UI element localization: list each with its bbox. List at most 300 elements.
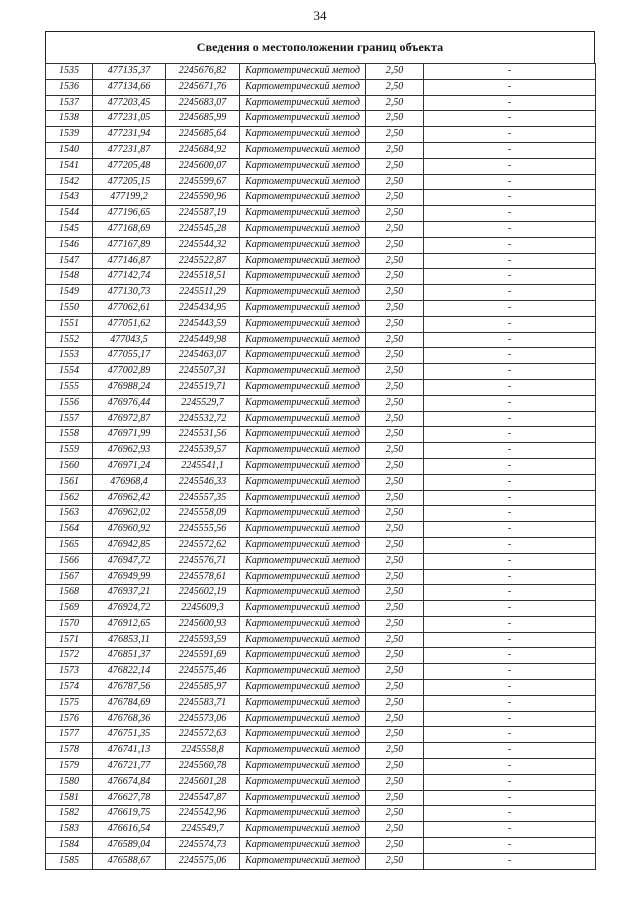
description-cell: - xyxy=(424,458,596,474)
point-number-cell: 1552 xyxy=(46,332,93,348)
description-cell: - xyxy=(424,853,596,869)
description-cell: - xyxy=(424,490,596,506)
point-number-cell: 1570 xyxy=(46,616,93,632)
table-row xyxy=(46,727,596,743)
x-coordinate-cell: 476949,99 xyxy=(93,569,166,585)
method-cell: Картометрический метод xyxy=(240,458,366,474)
table-row xyxy=(46,443,596,459)
point-number-cell: 1576 xyxy=(46,711,93,727)
accuracy-cell: 2,50 xyxy=(366,111,424,127)
table-row xyxy=(46,285,596,301)
method-cell: Картометрический метод xyxy=(240,664,366,680)
y-coordinate-cell: 2245573,06 xyxy=(166,711,240,727)
method-cell: Картометрический метод xyxy=(240,774,366,790)
y-coordinate-cell: 2245555,56 xyxy=(166,522,240,538)
x-coordinate-cell: 477142,74 xyxy=(93,269,166,285)
description-cell: - xyxy=(424,300,596,316)
x-coordinate-cell: 476971,99 xyxy=(93,427,166,443)
y-coordinate-cell: 2245531,56 xyxy=(166,427,240,443)
accuracy-cell: 2,50 xyxy=(366,332,424,348)
page-number: 34 xyxy=(313,8,327,23)
y-coordinate-cell: 2245539,57 xyxy=(166,443,240,459)
accuracy-cell: 2,50 xyxy=(366,174,424,190)
table-row xyxy=(46,253,596,269)
point-number-cell: 1575 xyxy=(46,695,93,711)
y-coordinate-cell: 2245507,31 xyxy=(166,364,240,380)
description-cell: - xyxy=(424,221,596,237)
method-cell: Картометрический метод xyxy=(240,427,366,443)
point-number-cell: 1562 xyxy=(46,490,93,506)
accuracy-cell: 2,50 xyxy=(366,822,424,838)
table-row xyxy=(46,474,596,490)
accuracy-cell: 2,50 xyxy=(366,522,424,538)
method-cell: Картометрический метод xyxy=(240,316,366,332)
x-coordinate-cell: 476972,87 xyxy=(93,411,166,427)
point-number-cell: 1535 xyxy=(46,64,93,80)
x-coordinate-cell: 476822,14 xyxy=(93,664,166,680)
method-cell: Картометрический метод xyxy=(240,237,366,253)
description-cell: - xyxy=(424,348,596,364)
description-cell: - xyxy=(424,427,596,443)
accuracy-cell: 2,50 xyxy=(366,348,424,364)
description-cell: - xyxy=(424,585,596,601)
table-row xyxy=(46,537,596,553)
point-number-cell: 1574 xyxy=(46,680,93,696)
y-coordinate-cell: 2245599,67 xyxy=(166,174,240,190)
method-cell: Картометрический метод xyxy=(240,585,366,601)
point-number-cell: 1555 xyxy=(46,379,93,395)
method-cell: Картометрический метод xyxy=(240,111,366,127)
y-coordinate-cell: 2245585,97 xyxy=(166,680,240,696)
description-cell: - xyxy=(424,680,596,696)
point-number-cell: 1540 xyxy=(46,142,93,158)
description-cell: - xyxy=(424,316,596,332)
point-number-cell: 1544 xyxy=(46,206,93,222)
method-cell: Картометрический метод xyxy=(240,158,366,174)
method-cell: Картометрический метод xyxy=(240,680,366,696)
table-row xyxy=(46,616,596,632)
x-coordinate-cell: 476960,92 xyxy=(93,522,166,538)
method-cell: Картометрический метод xyxy=(240,537,366,553)
description-cell: - xyxy=(424,443,596,459)
point-number-cell: 1548 xyxy=(46,269,93,285)
accuracy-cell: 2,50 xyxy=(366,774,424,790)
method-cell: Картометрический метод xyxy=(240,853,366,869)
y-coordinate-cell: 2245519,71 xyxy=(166,379,240,395)
x-coordinate-cell: 476721,77 xyxy=(93,759,166,775)
method-cell: Картометрический метод xyxy=(240,443,366,459)
table-row xyxy=(46,206,596,222)
point-number-cell: 1541 xyxy=(46,158,93,174)
y-coordinate-cell: 2245511,29 xyxy=(166,285,240,301)
table-row xyxy=(46,142,596,158)
accuracy-cell: 2,50 xyxy=(366,269,424,285)
point-number-cell: 1567 xyxy=(46,569,93,585)
description-cell: - xyxy=(424,95,596,111)
method-cell: Картометрический метод xyxy=(240,806,366,822)
table-row xyxy=(46,158,596,174)
description-cell: - xyxy=(424,522,596,538)
description-cell: - xyxy=(424,790,596,806)
description-cell: - xyxy=(424,269,596,285)
accuracy-cell: 2,50 xyxy=(366,648,424,664)
accuracy-cell: 2,50 xyxy=(366,506,424,522)
table-row xyxy=(46,838,596,854)
method-cell: Картометрический метод xyxy=(240,522,366,538)
table-row xyxy=(46,553,596,569)
method-cell: Картометрический метод xyxy=(240,395,366,411)
point-number-cell: 1568 xyxy=(46,585,93,601)
accuracy-cell: 2,50 xyxy=(366,158,424,174)
y-coordinate-cell: 2245546,33 xyxy=(166,474,240,490)
accuracy-cell: 2,50 xyxy=(366,695,424,711)
table-row xyxy=(46,774,596,790)
accuracy-cell: 2,50 xyxy=(366,427,424,443)
point-number-cell: 1563 xyxy=(46,506,93,522)
description-cell: - xyxy=(424,759,596,775)
x-coordinate-cell: 476912,65 xyxy=(93,616,166,632)
method-cell: Картометрический метод xyxy=(240,601,366,617)
point-number-cell: 1556 xyxy=(46,395,93,411)
x-coordinate-cell: 477002,89 xyxy=(93,364,166,380)
x-coordinate-cell: 477231,94 xyxy=(93,127,166,143)
accuracy-cell: 2,50 xyxy=(366,364,424,380)
description-cell: - xyxy=(424,206,596,222)
accuracy-cell: 2,50 xyxy=(366,569,424,585)
y-coordinate-cell: 2245545,28 xyxy=(166,221,240,237)
accuracy-cell: 2,50 xyxy=(366,142,424,158)
x-coordinate-cell: 477135,37 xyxy=(93,64,166,80)
method-cell: Картометрический метод xyxy=(240,332,366,348)
accuracy-cell: 2,50 xyxy=(366,95,424,111)
x-coordinate-cell: 477043,5 xyxy=(93,332,166,348)
point-number-cell: 1553 xyxy=(46,348,93,364)
table-row xyxy=(46,348,596,364)
x-coordinate-cell: 476616,54 xyxy=(93,822,166,838)
point-number-cell: 1584 xyxy=(46,838,93,854)
x-coordinate-cell: 476947,72 xyxy=(93,553,166,569)
point-number-cell: 1550 xyxy=(46,300,93,316)
y-coordinate-cell: 2245583,71 xyxy=(166,695,240,711)
y-coordinate-cell: 2245544,32 xyxy=(166,237,240,253)
point-number-cell: 1539 xyxy=(46,127,93,143)
method-cell: Картометрический метод xyxy=(240,838,366,854)
point-number-cell: 1537 xyxy=(46,95,93,111)
accuracy-cell: 2,50 xyxy=(366,395,424,411)
accuracy-cell: 2,50 xyxy=(366,316,424,332)
y-coordinate-cell: 2245557,35 xyxy=(166,490,240,506)
table-row xyxy=(46,522,596,538)
accuracy-cell: 2,50 xyxy=(366,237,424,253)
method-cell: Картометрический метод xyxy=(240,790,366,806)
method-cell: Картометрический метод xyxy=(240,822,366,838)
y-coordinate-cell: 2245560,78 xyxy=(166,759,240,775)
table-title: Сведения о местоположении границ объекта xyxy=(45,31,595,63)
description-cell: - xyxy=(424,632,596,648)
table-row xyxy=(46,316,596,332)
y-coordinate-cell: 2245587,19 xyxy=(166,206,240,222)
accuracy-cell: 2,50 xyxy=(366,727,424,743)
table-row xyxy=(46,221,596,237)
table-row xyxy=(46,427,596,443)
table-row xyxy=(46,79,596,95)
method-cell: Картометрический метод xyxy=(240,648,366,664)
point-number-cell: 1579 xyxy=(46,759,93,775)
table-row xyxy=(46,269,596,285)
point-number-cell: 1546 xyxy=(46,237,93,253)
table-row xyxy=(46,95,596,111)
y-coordinate-cell: 2245685,99 xyxy=(166,111,240,127)
method-cell: Картометрический метод xyxy=(240,411,366,427)
point-number-cell: 1583 xyxy=(46,822,93,838)
y-coordinate-cell: 2245463,07 xyxy=(166,348,240,364)
y-coordinate-cell: 2245443,59 xyxy=(166,316,240,332)
description-cell: - xyxy=(424,174,596,190)
y-coordinate-cell: 2245558,09 xyxy=(166,506,240,522)
description-cell: - xyxy=(424,127,596,143)
x-coordinate-cell: 477231,05 xyxy=(93,111,166,127)
y-coordinate-cell: 2245676,82 xyxy=(166,64,240,80)
description-cell: - xyxy=(424,601,596,617)
point-number-cell: 1557 xyxy=(46,411,93,427)
x-coordinate-cell: 476853,11 xyxy=(93,632,166,648)
x-coordinate-cell: 476962,42 xyxy=(93,490,166,506)
table-row xyxy=(46,237,596,253)
x-coordinate-cell: 476784,69 xyxy=(93,695,166,711)
accuracy-cell: 2,50 xyxy=(366,490,424,506)
description-cell: - xyxy=(424,190,596,206)
x-coordinate-cell: 477146,87 xyxy=(93,253,166,269)
method-cell: Картометрический метод xyxy=(240,569,366,585)
y-coordinate-cell: 2245685,64 xyxy=(166,127,240,143)
description-cell: - xyxy=(424,237,596,253)
method-cell: Картометрический метод xyxy=(240,379,366,395)
table-row xyxy=(46,379,596,395)
y-coordinate-cell: 2245591,69 xyxy=(166,648,240,664)
y-coordinate-cell: 2245600,07 xyxy=(166,158,240,174)
x-coordinate-cell: 477231,87 xyxy=(93,142,166,158)
description-cell: - xyxy=(424,285,596,301)
method-cell: Картометрический метод xyxy=(240,79,366,95)
method-cell: Картометрический метод xyxy=(240,711,366,727)
y-coordinate-cell: 2245671,76 xyxy=(166,79,240,95)
table-row xyxy=(46,395,596,411)
point-number-cell: 1559 xyxy=(46,443,93,459)
accuracy-cell: 2,50 xyxy=(366,458,424,474)
point-number-cell: 1578 xyxy=(46,743,93,759)
table-row xyxy=(46,806,596,822)
method-cell: Картометрический метод xyxy=(240,253,366,269)
y-coordinate-cell: 2245434,95 xyxy=(166,300,240,316)
accuracy-cell: 2,50 xyxy=(366,806,424,822)
accuracy-cell: 2,50 xyxy=(366,585,424,601)
table-row xyxy=(46,127,596,143)
accuracy-cell: 2,50 xyxy=(366,790,424,806)
table-row xyxy=(46,569,596,585)
x-coordinate-cell: 476674,84 xyxy=(93,774,166,790)
method-cell: Картометрический метод xyxy=(240,506,366,522)
y-coordinate-cell: 2245574,73 xyxy=(166,838,240,854)
table-row xyxy=(46,174,596,190)
method-cell: Картометрический метод xyxy=(240,743,366,759)
table-row xyxy=(46,190,596,206)
x-coordinate-cell: 476787,56 xyxy=(93,680,166,696)
table-row xyxy=(46,680,596,696)
table-row xyxy=(46,64,596,80)
accuracy-cell: 2,50 xyxy=(366,632,424,648)
point-number-cell: 1542 xyxy=(46,174,93,190)
point-number-cell: 1561 xyxy=(46,474,93,490)
accuracy-cell: 2,50 xyxy=(366,601,424,617)
y-coordinate-cell: 2245542,96 xyxy=(166,806,240,822)
x-coordinate-cell: 477167,89 xyxy=(93,237,166,253)
method-cell: Картометрический метод xyxy=(240,174,366,190)
point-number-cell: 1564 xyxy=(46,522,93,538)
x-coordinate-cell: 476988,24 xyxy=(93,379,166,395)
method-cell: Картометрический метод xyxy=(240,490,366,506)
boundary-document xyxy=(45,31,595,870)
table-row xyxy=(46,664,596,680)
accuracy-cell: 2,50 xyxy=(366,443,424,459)
table-row xyxy=(46,743,596,759)
table-row xyxy=(46,711,596,727)
table-row xyxy=(46,853,596,869)
y-coordinate-cell: 2245601,28 xyxy=(166,774,240,790)
x-coordinate-cell: 477205,15 xyxy=(93,174,166,190)
point-number-cell: 1543 xyxy=(46,190,93,206)
point-number-cell: 1536 xyxy=(46,79,93,95)
description-cell: - xyxy=(424,253,596,269)
method-cell: Картометрический метод xyxy=(240,221,366,237)
description-cell: - xyxy=(424,695,596,711)
table-row xyxy=(46,822,596,838)
table-row xyxy=(46,458,596,474)
accuracy-cell: 2,50 xyxy=(366,853,424,869)
method-cell: Картометрический метод xyxy=(240,632,366,648)
method-cell: Картометрический метод xyxy=(240,759,366,775)
boundary-points-table xyxy=(45,63,596,870)
y-coordinate-cell: 2245529,7 xyxy=(166,395,240,411)
point-number-cell: 1571 xyxy=(46,632,93,648)
y-coordinate-cell: 2245576,71 xyxy=(166,553,240,569)
table-row xyxy=(46,601,596,617)
description-cell: - xyxy=(424,79,596,95)
method-cell: Картометрический метод xyxy=(240,727,366,743)
accuracy-cell: 2,50 xyxy=(366,285,424,301)
table-row xyxy=(46,648,596,664)
y-coordinate-cell: 2245532,72 xyxy=(166,411,240,427)
point-number-cell: 1549 xyxy=(46,285,93,301)
table-row xyxy=(46,364,596,380)
description-cell: - xyxy=(424,332,596,348)
method-cell: Картометрический метод xyxy=(240,142,366,158)
description-cell: - xyxy=(424,569,596,585)
description-cell: - xyxy=(424,111,596,127)
description-cell: - xyxy=(424,537,596,553)
x-coordinate-cell: 476589,04 xyxy=(93,838,166,854)
method-cell: Картометрический метод xyxy=(240,348,366,364)
point-number-cell: 1558 xyxy=(46,427,93,443)
point-number-cell: 1585 xyxy=(46,853,93,869)
y-coordinate-cell: 2245541,1 xyxy=(166,458,240,474)
point-number-cell: 1554 xyxy=(46,364,93,380)
accuracy-cell: 2,50 xyxy=(366,221,424,237)
point-number-cell: 1573 xyxy=(46,664,93,680)
x-coordinate-cell: 477205,48 xyxy=(93,158,166,174)
x-coordinate-cell: 476962,02 xyxy=(93,506,166,522)
y-coordinate-cell: 2245518,51 xyxy=(166,269,240,285)
table-row xyxy=(46,490,596,506)
y-coordinate-cell: 2245572,62 xyxy=(166,537,240,553)
table-row xyxy=(46,695,596,711)
method-cell: Картометрический метод xyxy=(240,190,366,206)
x-coordinate-cell: 476619,75 xyxy=(93,806,166,822)
table-row xyxy=(46,632,596,648)
accuracy-cell: 2,50 xyxy=(366,474,424,490)
point-number-cell: 1551 xyxy=(46,316,93,332)
accuracy-cell: 2,50 xyxy=(366,838,424,854)
y-coordinate-cell: 2245575,46 xyxy=(166,664,240,680)
table-row xyxy=(46,506,596,522)
point-number-cell: 1582 xyxy=(46,806,93,822)
x-coordinate-cell: 476968,4 xyxy=(93,474,166,490)
y-coordinate-cell: 2245593,59 xyxy=(166,632,240,648)
y-coordinate-cell: 2245549,7 xyxy=(166,822,240,838)
description-cell: - xyxy=(424,806,596,822)
accuracy-cell: 2,50 xyxy=(366,711,424,727)
description-cell: - xyxy=(424,822,596,838)
point-number-cell: 1577 xyxy=(46,727,93,743)
table-row xyxy=(46,585,596,601)
accuracy-cell: 2,50 xyxy=(366,680,424,696)
table-row xyxy=(46,300,596,316)
y-coordinate-cell: 2245684,92 xyxy=(166,142,240,158)
description-cell: - xyxy=(424,158,596,174)
description-cell: - xyxy=(424,774,596,790)
accuracy-cell: 2,50 xyxy=(366,743,424,759)
accuracy-cell: 2,50 xyxy=(366,553,424,569)
point-number-cell: 1572 xyxy=(46,648,93,664)
y-coordinate-cell: 2245547,87 xyxy=(166,790,240,806)
y-coordinate-cell: 2245683,07 xyxy=(166,95,240,111)
point-number-cell: 1580 xyxy=(46,774,93,790)
x-coordinate-cell: 476751,35 xyxy=(93,727,166,743)
accuracy-cell: 2,50 xyxy=(366,190,424,206)
method-cell: Картометрический метод xyxy=(240,95,366,111)
table-row xyxy=(46,790,596,806)
point-number-cell: 1560 xyxy=(46,458,93,474)
accuracy-cell: 2,50 xyxy=(366,206,424,222)
accuracy-cell: 2,50 xyxy=(366,253,424,269)
x-coordinate-cell: 476741,13 xyxy=(93,743,166,759)
method-cell: Картометрический метод xyxy=(240,474,366,490)
point-number-cell: 1566 xyxy=(46,553,93,569)
x-coordinate-cell: 477203,45 xyxy=(93,95,166,111)
accuracy-cell: 2,50 xyxy=(366,537,424,553)
accuracy-cell: 2,50 xyxy=(366,79,424,95)
description-cell: - xyxy=(424,553,596,569)
description-cell: - xyxy=(424,364,596,380)
description-cell: - xyxy=(424,142,596,158)
x-coordinate-cell: 476976,44 xyxy=(93,395,166,411)
method-cell: Картометрический метод xyxy=(240,64,366,80)
method-cell: Картометрический метод xyxy=(240,285,366,301)
method-cell: Картометрический метод xyxy=(240,269,366,285)
y-coordinate-cell: 2245572,63 xyxy=(166,727,240,743)
table-row xyxy=(46,759,596,775)
description-cell: - xyxy=(424,743,596,759)
x-coordinate-cell: 477062,61 xyxy=(93,300,166,316)
